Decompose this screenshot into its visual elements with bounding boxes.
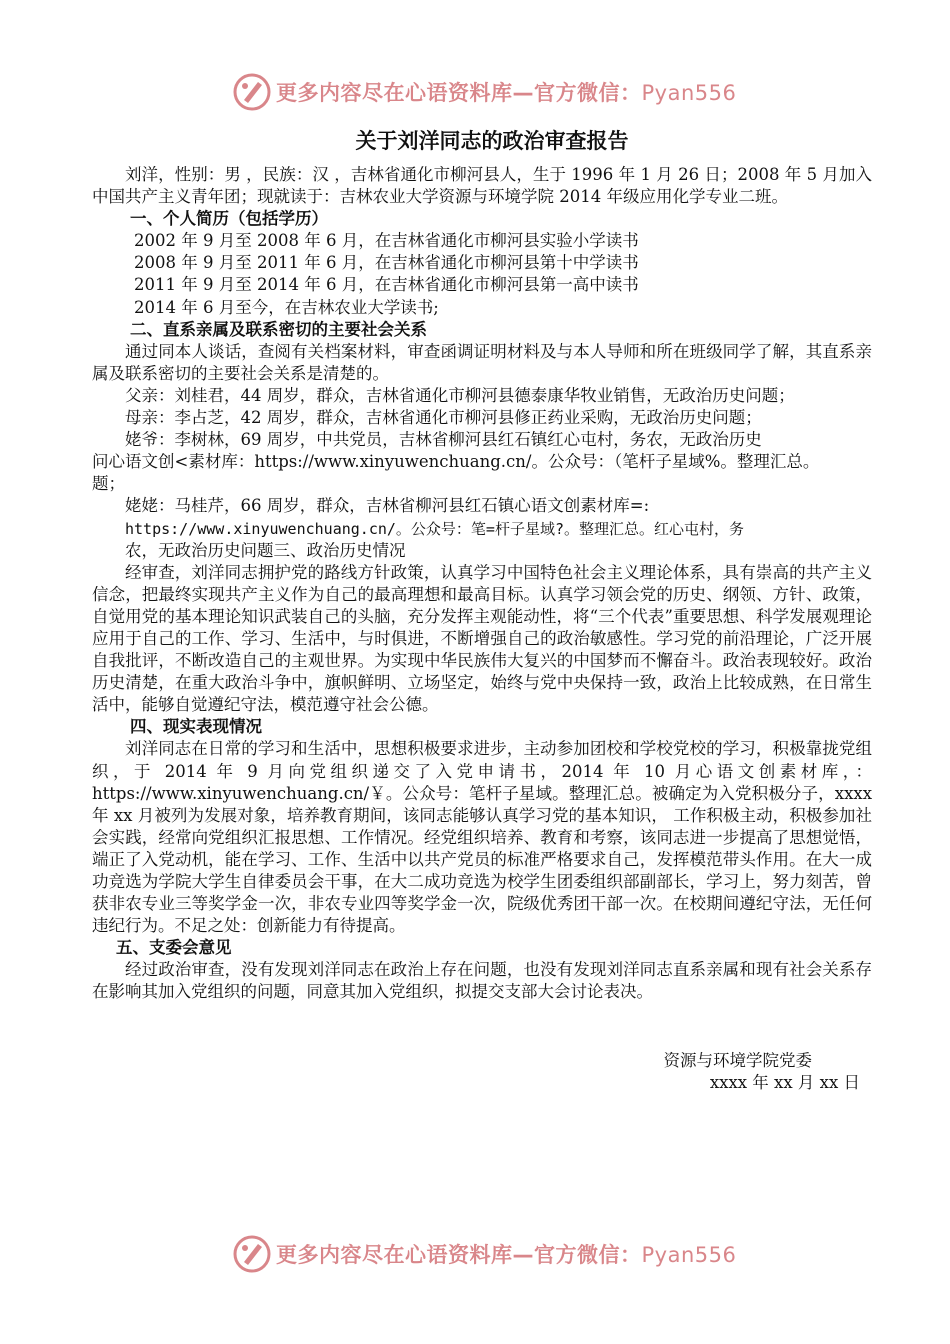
red-circle-pen-logo-icon: [232, 1234, 272, 1274]
section-heading-relations: 二、直系亲属及联系密切的主要社会关系: [130, 319, 427, 339]
report-body: [92, 126, 872, 1094]
resume-item: 2011 年 9 月至 2014 年 6 月，在吉林省通化市柳河县第一高中读书: [134, 275, 639, 295]
relation-grandmother: 姥姥：马桂芹，66 周岁，群众，吉林省柳河县红石镇心语文创素材库=:: [125, 496, 650, 516]
footer-banner: [0, 1232, 950, 1276]
relation-mother: 母亲：李占芝，42 周岁，群众，吉林省通化市柳河县修正药业采购，无政治历史问题；: [125, 408, 762, 428]
relation-grandmother-cont: https://www.xinyuwenchuang.cn/。公众号：笔=杆子星域?。整理汇总。红心屯村，务: [125, 519, 744, 538]
relations-intro: 通过同本人谈话，查阅有关档案材料，审查函调证明材料及与本人导师和所在班级同学了解，其直系亲属及联系密切的主要社会关系是清楚的。: [92, 341, 872, 383]
section-heading-committee: 五、支委会意见: [116, 938, 232, 958]
section-heading-resume: 一、个人简历（包括学历）: [130, 209, 328, 229]
signature-organization: 资源与环境学院党委: [663, 1050, 812, 1070]
relation-father: 父亲：刘桂君，44 周岁，群众，吉林省通化市柳河县德泰康华牧业销售，无政治历史问题；: [125, 385, 795, 405]
resume-item: 2014 年 6 月至今，在吉林农业大学读书;: [134, 297, 439, 317]
header-banner: [0, 70, 950, 114]
relation-grandfather: 姥爷：李树林，69 周岁，中共党员，吉林省柳河县红石镇红心屯村，务农，无政治历史: [125, 430, 762, 450]
relation-grandfather-cont: 问心语文创<素材库：https://www.xinyuwenchuang.cn/。公众号：（笔杆子星域%。整理汇总。: [92, 452, 820, 472]
signature-date: xxxx 年 xx 月 xx 日: [709, 1072, 860, 1092]
political-history-body: 经审查，刘洋同志拥护党的路线方针政策，认真学习中国特色社会主义理论体系，具有崇高的共产主义信念，把最终实现共产主义作为自己的最高理想和最高目标。认真学习领会党的历史、纲领、方针、政策，自觉用党的基本理论知识武装自己的头脑，充分发挥主观能动性，将“三个代表”重要思想、科学发展观理论应用于自己的工作、学习、生活中，与时俱进，不断增强自己的政治敏感性。学习党的前沿理论，广泛开展自我批评，不断改造自己的主观世界。为实现中华民族伟大复兴的中国梦而不懈奋斗。政治表现较好。政治历史清楚，在重大政治斗争中，旗帜鲜明、立场坚定，始终与党中央保持一致，政治上比较成熟，在日常生活中，能够自觉遵纪守法，模范遵守社会公德。: [92, 562, 872, 715]
committee-opinion: 经过政治审查，没有发现刘洋同志在政治上存在问题，也没有发现刘洋同志直系亲属和现有社会关系存在影响其加入党组织的问题，同意其加入党组织，拟提交支部大会讨论表决。: [92, 960, 872, 1002]
banner-text: 更多内容尽在心语资料库—官方微信：Pyan556: [276, 1243, 737, 1267]
relation-grandfather-end: 题；: [92, 474, 125, 494]
document-title: 关于刘洋同志的政治审查报告: [355, 129, 629, 153]
red-circle-pen-logo-icon: [232, 72, 272, 112]
banner-text: 更多内容尽在心语资料库—官方微信：Pyan556: [276, 81, 737, 105]
resume-item: 2002 年 9 月至 2008 年 6 月，在吉林省通化市柳河县实验小学读书: [134, 231, 639, 251]
relation-grandmother-end: 农，无政治历史问题三、政治历史情况: [125, 540, 406, 560]
section-heading-performance: 四、现实表现情况: [130, 717, 262, 737]
resume-item: 2008 年 9 月至 2011 年 6 月，在吉林省通化市柳河县第十中学读书: [134, 253, 639, 273]
performance-body: 刘洋同志在日常的学习和生活中，思想积极要求进步，主动参加团校和学校党校的学习，积极靠拢党组织，于 2014 年 9 月向党组织递交了入党申请书，2014 年 10 月心语文创素材库，：https://www.xinyuwenchuang.cn/￥。公众号：笔杆子星域。整理汇总。被确定为入党积极分子，xxxx 年 xx 月被列为发展对象，培养教育期间，该同志能够认真学习党的基本知识， 工作积极主动，积极参加社会实践，经常向党组织汇报思想、工作情况。经党组织培养、教育和考察，该同志进一步提高了思想觉悟，端正了入党动机，能在学习、工作、生活中以共产党员的标准严格要求自己，发挥模范带头作用。在大一成功竞选为学院大学生自律委员会干事，在大二成功竞选为校学生团委组织部副部长，学习上，努力刻苦，曾获非农专业三等奖学金一次，非农专业四等奖学金一次，院级优秀团干部一次。在校期间遵纪守法，无任何违纪行为。不足之处：创新能力有待提高。: [92, 739, 872, 936]
intro-paragraph: 刘洋，性别：男 ，民族：汉 ，吉林省通化市柳河县人，生于 1996 年 1 月 26 日；2008 年 5 月加入中国共产主义青年团；现就读于：吉林农业大学资源与环境学院 2014 年级应用化学专业二班。: [92, 165, 872, 207]
